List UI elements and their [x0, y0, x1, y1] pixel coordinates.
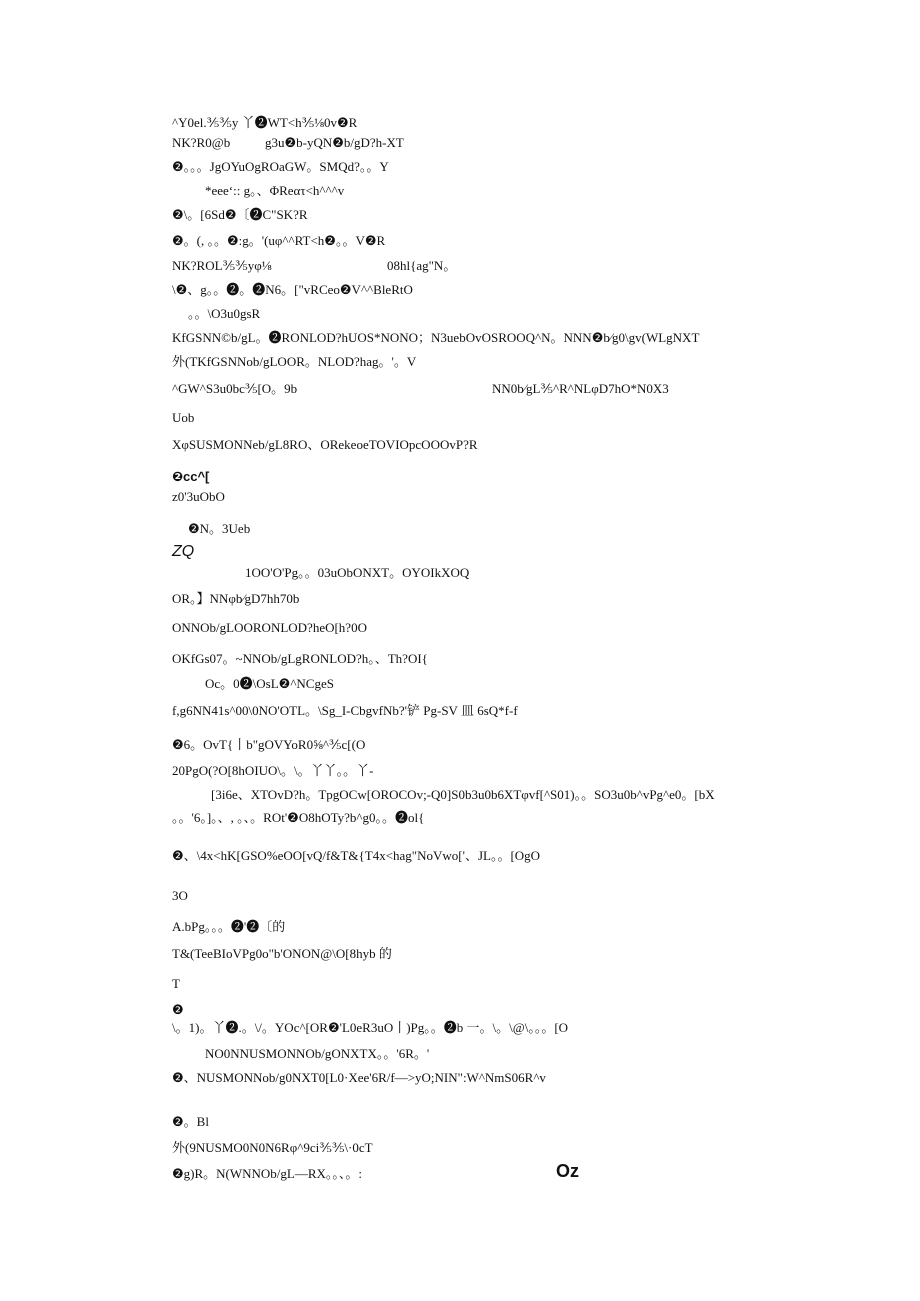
text-line: ❷g)R。N(WNNOb/gL—RX。。、。: [172, 1166, 363, 1181]
text-line: 3O [172, 888, 188, 903]
text-line: ❷\。[6Sd❷〔❷C"SK?R [172, 207, 308, 222]
text-line: 20PgO(?O[8hOIUO\。\。丫丫。。丫- [172, 763, 374, 778]
text-line: ❷。Bl [172, 1114, 209, 1129]
text-line: 08hl{ag"N。 [387, 258, 457, 273]
text-line: Uob [172, 410, 195, 425]
text-line: ❷、\4x<hK[GSO%eOO[vQ/f&T&{T4x<hag"NoVwo['、JL。。[OgO [172, 848, 541, 863]
text-line: 1OO'O'Pg。。03uObONXT。OYOIkXOQ [245, 565, 470, 580]
text-line: ❷6。OvT{丨b"gOVYoR0⅝^⅗c[(O [172, 737, 366, 752]
text-line: NK?R0@b [172, 135, 231, 150]
text-line: XφSUSMONNeb/gL8RO、ORekeoeTOVIOpcOOOvP?R [172, 437, 478, 452]
text-line: Oc。0❷\OsL❷^NCgeS [205, 676, 334, 691]
text-line: T&(TeeBIoVPg0o"b'ONON@\O[8hyb 的 [172, 946, 392, 961]
text-line: ^Y0el.⅗⅗y 丫❷WT<h⅗⅛0v❷R [172, 115, 358, 130]
text-line: KfGSNN©b/gL。❷RONLOD?hUOS*NONO；N3uebOvOSROOQ^N。NNN❷b∕g0\gv(WLgNXT [172, 330, 700, 345]
text-line: 外(TKfGSNNob/gLOOR。NLOD?hag。'。V [172, 354, 417, 369]
text-line: ❷。(, 。。❷:g。'(uφ^^RT<h❷。。V❷R [172, 233, 386, 248]
text-line: *eee‘:: g。、ΦReατ<h^^^v [205, 183, 345, 198]
text-line: ❷。。。JgOYuOgROaGW。SMQd?。。Y [172, 159, 389, 174]
text-line: ^GW^S3u0bc⅗[O。9b [172, 381, 298, 396]
text-line: NO0NNUSMONNOb/gONXTX。。'6R。' [205, 1046, 430, 1061]
text-line: f,g6NN41s^00\0NO'OTL。\Sg_I-CbgvfNb?'铲 Pg-SV 皿 6sQ*f-f [172, 703, 518, 718]
text-line: g3u❷b-yQN❷b/gD?h-XT [265, 135, 404, 150]
text-line: z0'3uObO [172, 489, 225, 504]
text-line: [3i6e、XTOvD?h。TpgOCw[OROCOv;-Q0]S0b3u0b6XTφvf[^S01)。。SO3u0b^vPg^e0。[bX [211, 787, 715, 802]
text-line: \。1)。丫❷.。\/。YOc^[OR❷'L0eR3uO丨)Pg。。❷b 一。\。\@\。。。[O [172, 1020, 569, 1035]
text-line: OKfGs07。~NNOb/gLgRONLOD?h。、Th?OI{ [172, 651, 428, 666]
page-mark: Oz [556, 1161, 580, 1181]
text-line: 外(9NUSMO0N0N6Rφ^9ci⅗⅗\·0cT [172, 1140, 373, 1155]
text-line: NK?ROL⅗⅗yφ⅛ [172, 258, 272, 273]
heading-line: ❷cc^[ [172, 469, 210, 484]
text-line: OR。】NNφb⁄gD7hh70b [172, 591, 300, 606]
text-line: ❷ [172, 1002, 184, 1017]
text-line: 。。'6。]。、, 。、。ROt'❷O8hOTy?b^g0。。❷ol{ [172, 810, 425, 825]
text-line: A.bPg。。。❷'❷〔的 [172, 919, 286, 934]
text-line: ❷、NUSMONNob/g0NXT0[L0·Xee'6R/f—>yO;NIN":W^NmS06R^v [172, 1070, 546, 1085]
text-line: 。。\O3u0gsR [188, 306, 261, 321]
text-line: T [172, 976, 180, 991]
text-line: ZQ [172, 543, 195, 560]
text-line: \❷、g。。❷。❷N6。["vRCeo❷V^^BleRtO [172, 282, 413, 297]
text-line: ❷N。3Ueb [188, 521, 251, 536]
text-line: NN0b⁄gL⅗^R^NLφD7hO*N0X3 [492, 381, 669, 396]
text-line: ONNOb/gLOORONLOD?heO[h?0O [172, 620, 367, 635]
